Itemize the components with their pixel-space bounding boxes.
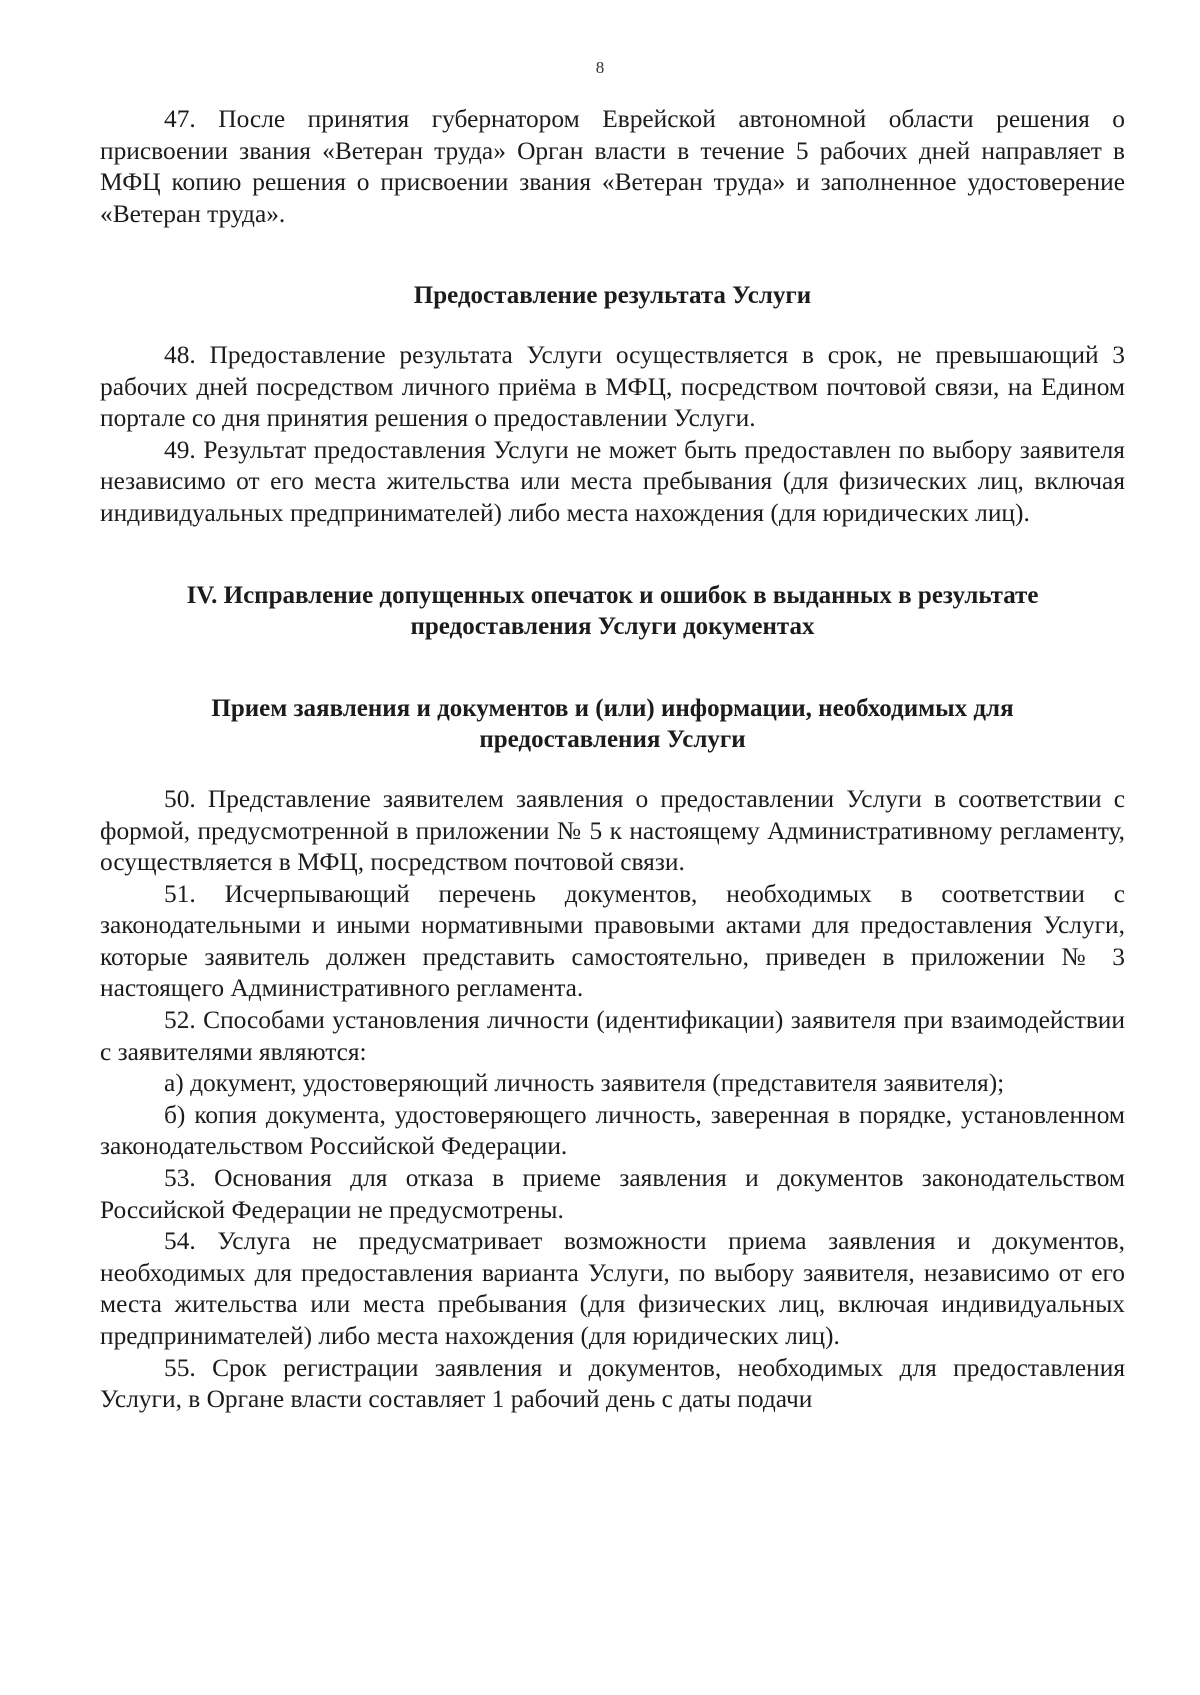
paragraph-50: 50. Представление заявителем заявления о предоставлении Услуги в соответствии с формой, предусмотренной в приложении № 5 к настоящему Административному регламенту, осуществляется в МФЦ, посредством почтовой связи. [100,784,1125,877]
paragraph-52a: а) документ, удостоверяющий личность заявителя (представителя заявителя); [164,1069,1005,1098]
heading-application-intake: Прием заявления и документов и (или) информации, необходимых для предоставления Услуги [211,694,1014,754]
paragraph-47: 47. После принятия губернатором Еврейской автономной области решения о присвоении звания «Ветеран труда» Орган власти в течение 5 рабочих дней направляет в МФЦ копию решения о присвоении звания «Ветеран труда» и заполненное удостоверение «Ветеран труда». [100,105,1125,228]
paragraph-51: 51. Исчерпывающий перечень документов, необходимых в соответствии с законодательными и иными нормативными правовыми актами для предоставления Услуги, которые заявитель должен представить самостоятельно, приведен в приложении № 3 настоящего Административного регламента. [100,879,1125,1003]
paragraph-55: 55. Срок регистрации заявления и документов, необходимых для предоставления Услуги, в Органе власти составляет 1 рабочий день с даты подачи [100,1353,1125,1414]
paragraph-53: 53. Основания для отказа в приеме заявления и документов законодательством Российской Федерации не предусмотрены. [100,1164,1125,1224]
paragraph-52b: б) копия документа, удостоверяющего личность, заверенная в порядке, установленном законодательством Российской Федерации. [100,1100,1125,1161]
page-number: 8 [595,58,605,77]
paragraph-48: 48. Предоставление результата Услуги осуществляется в срок, не превышающий 3 рабочих дней посредством личного приёма в МФЦ, посредством почтовой связи, на Едином портале со дня принятия решения о предоставлении Услуги. [100,340,1125,433]
paragraph-52: 52. Способами установления личности (идентификации) заявителя при взаимодействии с заявителями являются: [100,1006,1125,1066]
paragraph-49: 49. Результат предоставления Услуги не может быть предоставлен по выбору заявителя независимо от его места жительства или места пребывания (для физических лиц, включая индивидуальных предпринимателей) либо места нахождения (для юридических лиц). [100,435,1125,527]
document-body [100,104,1125,1416]
paragraph-54: 54. Услуга не предусматривает возможности приема заявления и документов, необходимых для предоставления варианта Услуги, по выбору заявителя, независимо от его места жительства или места пребывания (для физических лиц, включая индивидуальных предпринимателей) либо места нахождения (для юридических лиц). [100,1227,1125,1350]
heading-result-delivery: Предоставление результата Услуги [413,282,812,310]
heading-section-iv: IV. Исправление допущенных опечаток и ошибок в выданных в результате предоставления Услуги документах [186,581,1039,641]
